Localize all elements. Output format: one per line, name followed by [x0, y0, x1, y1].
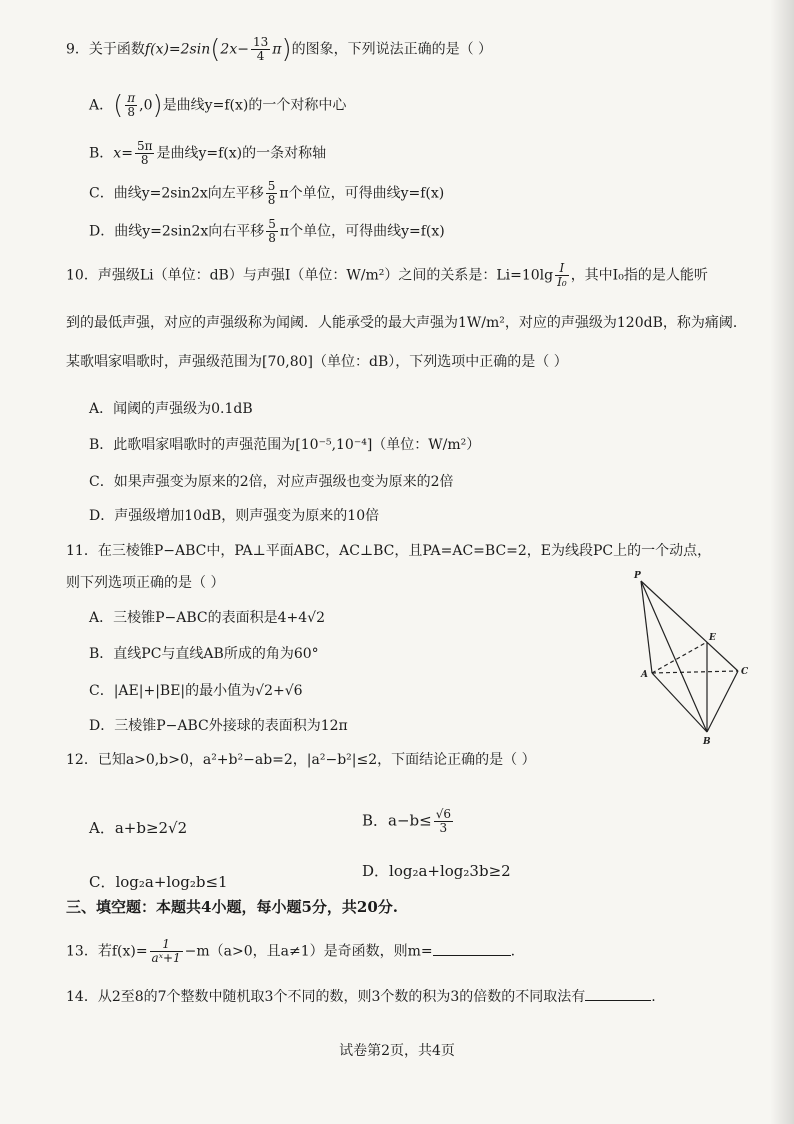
q13-post: −m（a>0，且a≠1）是奇函数，则m=	[184, 943, 433, 960]
q9-c-text: π个单位，可得曲线y=f(x)	[279, 185, 445, 202]
q11-line2: 则下列选项正确的是（ ）	[66, 575, 225, 591]
q9-function: f(x)=2sin	[144, 41, 211, 58]
edge-ac-hidden	[652, 671, 738, 673]
q10-frac-num: I	[555, 262, 569, 276]
q13-frac-den: aˣ+1	[151, 951, 181, 965]
q9-a-point-post: ,0	[139, 97, 153, 114]
q12-b-frac-num: √6	[435, 807, 451, 821]
label-b: B	[703, 737, 711, 747]
q9-option-a: A．( $\frac{\pi}{8}$ ,0)是曲线y=f(x)的一个对称中心	[89, 90, 347, 121]
q12-stem: 12．已知a>0,b>0，a²+b²−ab=2，|a²−b²|≤2，下面结论正确的是（ ）	[66, 752, 536, 768]
q13-frac-num: 1	[150, 938, 183, 952]
q11-option-c: C．|AE|+|BE|的最小值为√2+√6	[89, 683, 303, 699]
q13-end: .	[510, 943, 516, 960]
q9-a-frac-num: π	[127, 91, 136, 105]
label-a: A	[641, 670, 648, 680]
q10-option-a: A．闻阈的声强级为0.1dB	[89, 401, 253, 417]
q9-inner-prefix: 2x−	[220, 41, 249, 58]
q9-b-pre: x=	[113, 145, 133, 162]
q9-d-frac-num: 5	[268, 217, 276, 231]
q12-b-frac-den: 3	[439, 821, 448, 835]
scan-edge-shadow	[770, 0, 794, 1124]
q9-d-frac-den: 8	[268, 231, 276, 245]
q13-answer-blank[interactable]	[433, 941, 511, 956]
q14-end: .	[651, 989, 656, 1005]
q10-line2: 到的最低声强，对应的声强级称为闻阈．人能承受的最大声强为1W/m²，对应的声强级为120dB，称为痛阈．	[66, 315, 747, 331]
q9-frac-den: 4	[256, 49, 265, 63]
q9-c-label: C．	[89, 185, 114, 202]
q9-inner-post: π	[272, 41, 282, 58]
q12-option-a: A．a+b≥2√2	[89, 819, 188, 837]
q14	[66, 986, 656, 1007]
q10-option-b: B．此歌唱家唱歌时的声强范围为[10⁻⁵,10⁻⁴]（单位：W/m²）	[89, 437, 481, 453]
q9-stem-suffix: 的图象，下列说法正确的是（ ）	[291, 41, 493, 58]
label-p: P	[634, 571, 641, 581]
q9-b-frac-den: 8	[140, 153, 149, 167]
q9-c-pre: 曲线y=2sin2x向左平移	[113, 185, 264, 202]
q11-option-b: B．直线PC与直线AB所成的角为60°	[89, 646, 319, 662]
q13	[66, 938, 515, 965]
page-footer: 试卷第2页，共4页	[339, 1043, 455, 1059]
q14-text: 14．从2至8的7个整数中随机取3个不同的数，则3个数的积为3的倍数的不同取法有	[66, 989, 586, 1005]
edge-cb	[707, 671, 738, 732]
q12-option-b	[362, 808, 455, 835]
q10-option-c: C．如果声强变为原来的2倍，对应声强级也变为原来的2倍	[89, 474, 454, 490]
edge-ab	[652, 673, 707, 732]
q10-option-d: D．声强级增加10dB，则声强变为原来的10倍	[89, 508, 380, 524]
q12-option-c: C．log₂a+log₂b≤1	[89, 873, 228, 891]
q11-option-a: A．三棱锥P−ABC的表面积是4+4√2	[89, 610, 326, 626]
q9-a-label: A．	[89, 97, 114, 114]
q12-b-pre: B．a−b≤	[362, 811, 432, 830]
q9-b-text: 是曲线y=f(x)的一条对称轴	[156, 145, 327, 162]
q10-frac-den: I₀	[557, 275, 567, 289]
q9-stem: 9．关于函数f(x)=2sin(2x− $\frac{13}{4}$ π)的图象，下列说法正确的是（ ）	[66, 34, 493, 65]
q12-b-frac	[434, 808, 453, 835]
q9-c-frac-den: 8	[267, 193, 276, 207]
edge-pb	[641, 581, 707, 732]
q11-option-d: D．三棱锥P−ABC外接球的表面积为12π	[89, 718, 348, 734]
q9-b-frac-num: 5π	[136, 139, 153, 153]
q10-line1-post: ，其中I₀指的是人能听	[570, 267, 708, 284]
label-c: C	[741, 667, 749, 677]
q9-c-frac-num: 5	[267, 179, 276, 193]
q13-pre: 13．若f(x)=	[66, 943, 148, 960]
label-e: E	[709, 633, 716, 643]
q9-d-text: π个单位，可得曲线y=f(x)	[279, 223, 445, 240]
q9-a-frac-den: 8	[127, 105, 136, 119]
q14-answer-blank[interactable]	[585, 986, 651, 1001]
q10-line3: 某歌唱家唱歌时，声强级范围为[70,80]（单位：dB），下列选项中正确的是（ ）	[66, 354, 568, 370]
q9-a-text: 是曲线y=f(x)的一个对称中心	[162, 97, 347, 114]
edge-pc	[641, 581, 738, 671]
q10-line1-pre: 10．声强级Li（单位：dB）与声强I（单位：W/m²）之间的关系是：Li=10lg	[66, 267, 554, 284]
section-3-heading: 三、填空题：本题共4小题，每小题5分，共20分.	[66, 898, 398, 916]
q9-stem-prefix: 9．关于函数	[66, 41, 145, 58]
q9-d-label: D．	[89, 223, 115, 240]
q9-frac-num: 13	[252, 35, 269, 49]
q9-b-label: B．	[89, 145, 114, 162]
q13-frac	[150, 938, 183, 965]
q9-d-pre: 曲线y=2sin2x向右平移	[114, 223, 265, 240]
q12-option-d: D．log₂a+log₂3b≥2	[362, 862, 511, 880]
q11-line1: 11．在三棱锥P−ABC中，PA⊥平面ABC，AC⊥BC，且PA=AC=BC=2，E为线段PC上的一个动点，	[66, 543, 712, 559]
